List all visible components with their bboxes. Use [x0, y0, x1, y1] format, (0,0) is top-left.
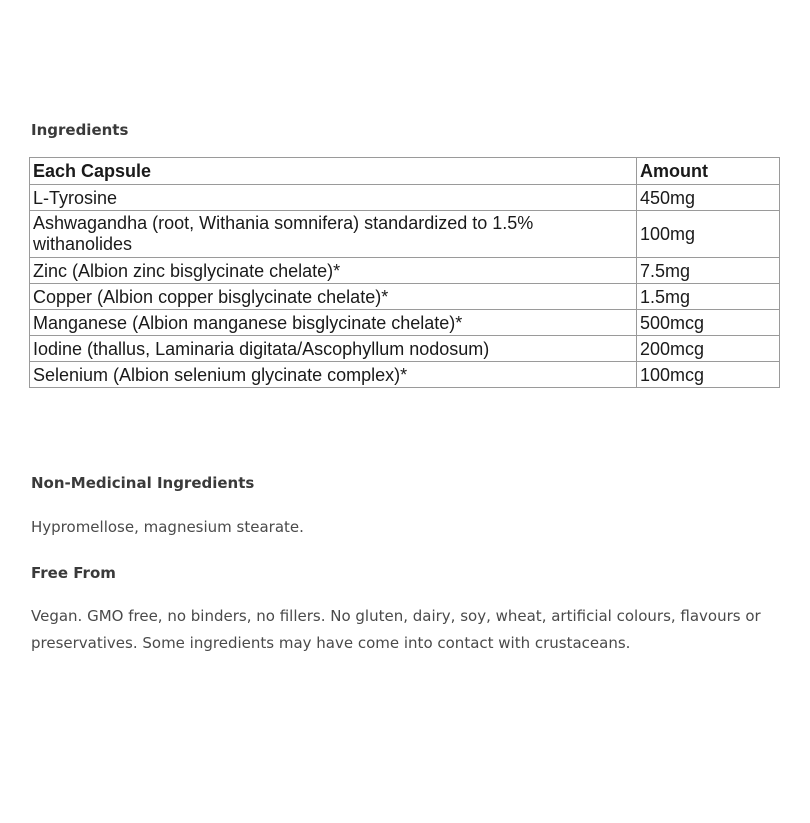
- table-row: [30, 211, 780, 258]
- table-row: [30, 185, 780, 211]
- table-row: [30, 310, 780, 336]
- ingredient-name: Selenium (Albion selenium glycinate complex)*: [30, 362, 637, 388]
- table-header-row: [30, 158, 780, 185]
- ingredient-amount: 200mcg: [637, 336, 780, 362]
- column-header-amount: Amount: [637, 158, 780, 185]
- ingredient-amount: 100mg: [637, 211, 780, 258]
- table-row: [30, 284, 780, 310]
- ingredient-amount: 7.5mg: [637, 258, 780, 284]
- table-row: [30, 258, 780, 284]
- table-row: [30, 362, 780, 388]
- ingredient-name: Manganese (Albion manganese bisglycinate chelate)*: [30, 310, 637, 336]
- ingredient-name: L-Tyrosine: [30, 185, 637, 211]
- ingredient-amount: 1.5mg: [637, 284, 780, 310]
- ingredient-name: Zinc (Albion zinc bisglycinate chelate)*: [30, 258, 637, 284]
- ingredient-amount: 100mcg: [637, 362, 780, 388]
- non-medicinal-heading: Non-Medicinal Ingredients: [31, 474, 255, 492]
- table-row: [30, 336, 780, 362]
- ingredient-name: Ashwagandha (root, Withania somnifera) standardized to 1.5% withanolides: [30, 211, 637, 258]
- column-header-each-capsule: Each Capsule: [30, 158, 637, 185]
- ingredient-amount: 500mcg: [637, 310, 780, 336]
- free-from-heading: Free From: [31, 564, 116, 582]
- ingredient-amount: 450mg: [637, 185, 780, 211]
- ingredients-table: [29, 157, 780, 388]
- ingredient-name: Iodine (thallus, Laminaria digitata/Ascophyllum nodosum): [30, 336, 637, 362]
- non-medicinal-text: Hypromellose, magnesium stearate.: [31, 518, 304, 536]
- free-from-text: Vegan. GMO free, no binders, no fillers. No gluten, dairy, soy, wheat, artificial colours, flavours or preservatives. Some ingredients may have come into contact with crustaceans.: [31, 607, 761, 652]
- ingredients-heading: Ingredients: [31, 121, 129, 139]
- ingredient-name: Copper (Albion copper bisglycinate chelate)*: [30, 284, 637, 310]
